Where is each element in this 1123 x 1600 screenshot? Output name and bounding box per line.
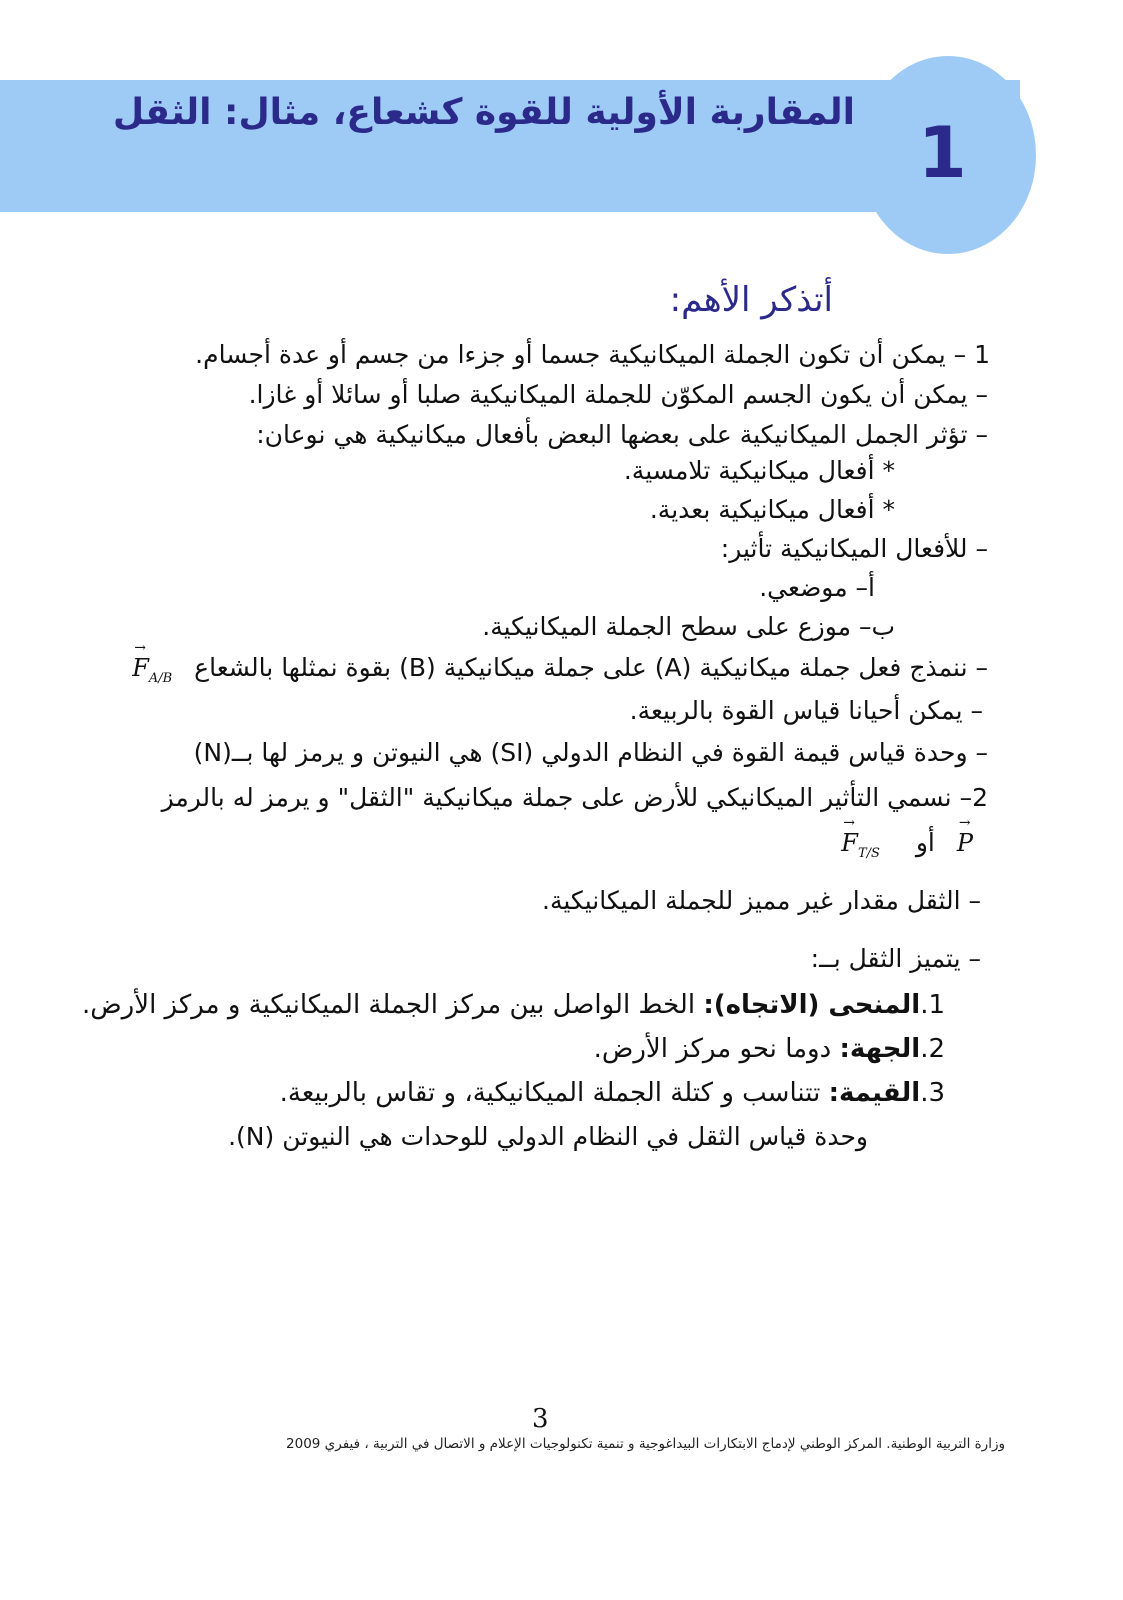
or-word: أو [915,828,935,857]
weight-symbols [841,815,973,861]
item-text: تتناسب و كتلة الجملة الميكانيكية، و تقاس بالربيعة. [279,1078,829,1108]
text-line [132,640,988,686]
item-label: المنحى (الاتجاه): [703,990,921,1020]
page-number: 3 [532,1404,549,1434]
list-item [280,1078,945,1109]
text-line: وحدة قياس الثقل في النظام الدولي للوحدات هي النيوتن (N). [228,1122,868,1151]
list-item: * أفعال ميكانيكية بعدية. [649,495,895,524]
item-text: الخط الواصل بين مركز الجملة الميكانيكية و مركز الأرض. [81,990,704,1020]
list-item: ب– موزع على سطح الجملة الميكانيكية. [482,612,895,641]
vector-subscript: A/B [148,670,173,686]
text-line: – للأفعال الميكانيكية تأثير: [720,534,988,563]
force-vector-a-b [132,640,173,686]
force-vector-t-s [841,815,880,861]
vector-subscript: T/S [857,845,880,861]
footer-text: وزارة التربية الوطنية. المركز الوطني لإدماج الابتكارات البيداغوجية و تنمية تكنولوجيات الإعلام و الاتصال في التربية ، فيفري 2009 [286,1436,1005,1452]
text-line: – يمكن أحيانا قياس القوة بالربيعة. [629,696,983,725]
item-label: القيمة: [828,1078,921,1108]
text-line: 2– نسمي التأثير الميكانيكي للأرض على جملة ميكانيكية "الثقل" و يرمز له بالرمز [161,783,988,812]
weight-vector-p [956,815,973,858]
vector-symbol: P [956,829,973,857]
list-item: أ– موضعي. [759,573,875,602]
vector-symbol: F [132,654,149,682]
list-item [82,990,945,1021]
text-line: – يتميز الثقل بــ: [810,944,981,973]
chapter-number: 1 [918,112,967,194]
item-number: 1. [920,990,945,1020]
item-label: الجهة: [839,1034,921,1064]
vector-arrow-icon: → [134,640,146,656]
text-line: – يمكن أن يكون الجسم المكوّن للجملة الميكانيكية صلبا أو سائلا أو غازا. [248,380,988,409]
vector-symbol: F [841,829,858,857]
text-line: – تؤثر الجمل الميكانيكية على بعضها البعض بأفعال ميكانيكية هي نوعان: [256,420,988,449]
vector-arrow-icon: → [958,815,971,831]
text-line: – الثقل مقدار غير مميز للجملة الميكانيكية. [542,886,981,915]
list-item: * أفعال ميكانيكية تلامسية. [623,456,895,485]
list-item [594,1034,945,1065]
item-number: 2. [920,1034,945,1064]
section-heading: أتذكر الأهم: [669,280,833,320]
text-segment: – ننمذج فعل جملة ميكانيكية (A) على جملة ميكانيكية (B) بقوة نمثلها بالشعاع [194,653,988,682]
vector-arrow-icon: → [843,815,856,831]
item-number: 3. [920,1078,945,1108]
text-line: 1 – يمكن أن تكون الجملة الميكانيكية جسما أو جزءا من جسم أو عدة أجسام. [195,340,990,369]
item-text: دوما نحو مركز الأرض. [593,1034,840,1064]
chapter-title: المقاربة الأولية للقوة كشعاع، مثال: الثقل [112,92,855,133]
text-line: – وحدة قياس قيمة القوة في النظام الدولي (SI) هي النيوتن و يرمز لها بــ(N) [193,738,988,767]
